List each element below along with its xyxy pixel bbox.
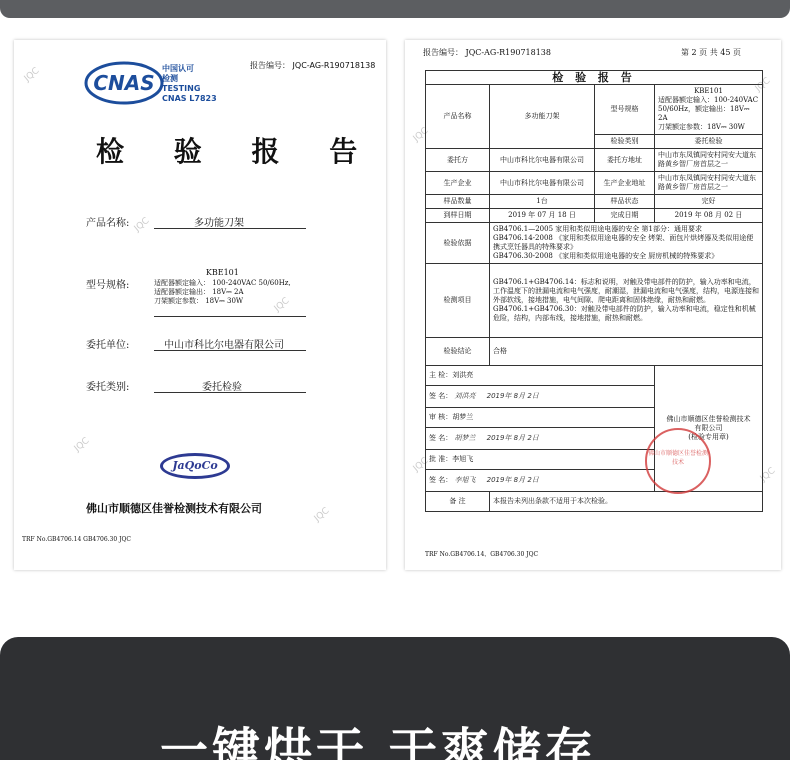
model-line: KBE101 xyxy=(694,87,723,95)
report-inner-page xyxy=(405,40,781,570)
report-number: 报告编号： JQC-AG-R190718138 xyxy=(250,61,376,70)
lab-name: 佛山市顺德区佳誉检测技术有限公司 xyxy=(86,502,262,515)
cell-label: 产品名称 xyxy=(426,85,490,149)
cell-label: 生产企业地址 xyxy=(595,172,655,195)
cell-value: 中山市科比尔电器有限公司 xyxy=(490,172,595,195)
table-row xyxy=(426,195,763,209)
seal-text: 佛山市顺德区佳誉检测技术 xyxy=(647,450,708,466)
cell-label: 样品状态 xyxy=(595,195,655,209)
table-row xyxy=(426,172,763,195)
report-number: 报告编号： JQC-AG-R190718138 xyxy=(423,48,551,57)
cell-label: 委托方 xyxy=(426,149,490,172)
lab-seal-logo: JaQoCo xyxy=(160,453,230,479)
official-seal xyxy=(645,428,711,494)
signature-cell xyxy=(426,450,655,470)
sig-label: 审 核： xyxy=(429,413,453,421)
cell-value: 多功能刀架 xyxy=(490,85,595,149)
basis-line: GB4706.30-2008 《家用和类似用途电器的安全 厨房机械的特殊要求》 xyxy=(493,252,719,260)
cell-value: 委托检验 xyxy=(655,135,763,149)
client-value: 中山市科比尔电器有限公司 xyxy=(164,340,284,351)
basis-cell xyxy=(490,223,763,264)
promo-slogan: 一键烘干 干爽储存 xyxy=(160,723,597,779)
cnas-line: TESTING xyxy=(162,84,201,93)
sig-date: 2019年 8月 2日 xyxy=(486,476,539,484)
cell-value: 完好 xyxy=(655,195,763,209)
watermark: JQC xyxy=(132,216,152,234)
sig-label: 批 准： xyxy=(429,455,453,463)
cell-value: 中山市东凤镇同安村同安大道东路黄乡智厂房首层之一 xyxy=(655,172,763,195)
table-row xyxy=(426,264,763,338)
spec-line: 适配器额定输入： 100-240VAC 50/60Hz, xyxy=(154,279,291,287)
spec-line: 刀架额定参数： 18V⎓ 30W xyxy=(154,297,244,305)
cell-label: 生产企业 xyxy=(426,172,490,195)
cell-value: 中山市科比尔电器有限公司 xyxy=(490,149,595,172)
cnas-accreditation xyxy=(162,64,217,104)
cnas-mark: CNAS xyxy=(93,71,155,95)
model-line: 刀架额定参数：18V⎓ 30W xyxy=(658,123,745,131)
table-row xyxy=(426,85,763,135)
watermark: JQC xyxy=(72,436,92,454)
type-label: 委托类别: xyxy=(86,382,130,393)
signature-cell xyxy=(426,386,655,408)
cell-label: 到样日期 xyxy=(426,209,490,223)
top-bar xyxy=(0,0,790,18)
report-table xyxy=(425,70,763,512)
model-value: KBE101 xyxy=(205,268,239,277)
handwritten-signature: 刘洪亮 xyxy=(454,392,476,400)
watermark: JQC xyxy=(753,76,773,94)
spec-line: 适配器额定输出： 18V⎓ 2A xyxy=(154,288,244,296)
cell-label: 检验类别 xyxy=(595,135,655,149)
seal-line: 有限公司 xyxy=(694,424,723,432)
cell-value: 2019 年 07 月 18 日 xyxy=(490,209,595,223)
cell-label: 样品数量 xyxy=(426,195,490,209)
handwritten-signature: 李旭飞 xyxy=(454,476,476,484)
seal-line: 佛山市顺德区佳誉检测技术 xyxy=(666,415,751,423)
model-cell xyxy=(655,85,763,135)
watermark: JQC xyxy=(411,126,431,144)
table-row xyxy=(426,338,763,366)
model-label: 型号规格: xyxy=(86,280,130,291)
cell-label: 检测项目 xyxy=(426,264,490,338)
sig-date: 2019年 8月 2日 xyxy=(486,434,539,442)
trf-number: TRF No.GB4706.14、GB4706.30 JQC xyxy=(425,551,539,558)
sig-date: 2019年 8月 2日 xyxy=(486,392,539,400)
handwritten-signature: 胡梦兰 xyxy=(454,434,476,442)
cell-value: 1台 xyxy=(490,195,595,209)
product-value: 多功能刀架 xyxy=(194,218,244,229)
cnas-line: 检测 xyxy=(162,74,178,83)
cnas-line: CNAS L7823 xyxy=(162,94,217,103)
basis-line: GB4706.1—2005 家用和类似用途电器的安全 第1部分：通用要求 xyxy=(493,225,702,233)
report-title: 检 验 报 告 xyxy=(96,135,378,168)
spec-block xyxy=(154,268,291,306)
cell-value: 中山市东凤镇同安村同安大道东路黄乡智厂房首层之一 xyxy=(655,149,763,172)
table-title: 检 验 报 告 xyxy=(426,71,763,85)
cnas-line: 中国认可 xyxy=(162,64,194,73)
table-row xyxy=(426,209,763,223)
model-line: 适配器额定输入：100-240VAC xyxy=(658,96,759,104)
watermark: JQC xyxy=(272,296,292,314)
sig-name: 李旭飞 xyxy=(452,455,474,463)
divider xyxy=(154,228,306,229)
sig-label: 签 名： xyxy=(429,392,453,400)
cell-label: 检验依据 xyxy=(426,223,490,264)
cell-label: 备 注 xyxy=(426,492,490,512)
client-label: 委托单位: xyxy=(86,340,130,351)
divider xyxy=(154,392,306,393)
report-cover-page xyxy=(14,40,386,570)
table-row xyxy=(426,366,763,386)
signature-cell xyxy=(426,408,655,428)
signature-cell xyxy=(426,366,655,386)
watermark: JQC xyxy=(312,506,332,524)
type-value: 委托检验 xyxy=(202,382,242,393)
sig-label: 签 名： xyxy=(429,476,453,484)
divider xyxy=(154,316,306,317)
product-label: 产品名称: xyxy=(86,218,130,229)
sig-name: 刘洪亮 xyxy=(452,371,474,379)
cell-value: 2019 年 08 月 02 日 xyxy=(655,209,763,223)
divider xyxy=(154,350,306,351)
page-indicator: 第 2 页 共 45 页 xyxy=(681,48,741,57)
cell-label: 完成日期 xyxy=(595,209,655,223)
items-cell: GB4706.1+GB4706.14：标志和说明，对触及带电部件的防护，输入功率和电流，工作温度下的泄漏电流和电气强度，耐潮湿，泄漏电流和电气强度，结构，电源连接和外部软线，接地措施，电气间隙、爬电距离和固体绝缘，耐热和耐燃。GB4706.1+GB4706.30：对触及带电部件的防护，输入功率和电流，稳定性和机械危险，结构，内部布线，接地措施，耐热和耐燃。 xyxy=(490,264,763,338)
model-line: 50/60Hz，额定输出：18V⎓ 2A xyxy=(658,105,750,122)
seal-line: (检验专用章) xyxy=(688,433,729,441)
cell-label: 委托方地址 xyxy=(595,149,655,172)
table-row xyxy=(426,223,763,264)
trf-number: TRF No.GB4706.14 GB4706.30 JQC xyxy=(22,536,132,543)
sig-name: 胡梦兰 xyxy=(452,413,474,421)
cell-value: 合格 xyxy=(490,338,763,366)
table-row xyxy=(426,149,763,172)
cell-label: 型号规格 xyxy=(595,85,655,135)
cnas-logo xyxy=(84,60,164,106)
signature-cell xyxy=(426,428,655,450)
sig-label: 签 名： xyxy=(429,434,453,442)
cell-label: 检验结论 xyxy=(426,338,490,366)
sig-label: 主 检： xyxy=(429,371,453,379)
signature-cell xyxy=(426,470,655,492)
watermark: JQC xyxy=(22,66,42,84)
watermark: JQC xyxy=(758,466,778,484)
basis-line: GB4706.14-2008 《家用和类似用途电器的安全 烤架、面包片烘烤器及类似用途便携式烹饪器具的特殊要求》 xyxy=(493,234,754,251)
cell-value: 本报告未列出条款不适用于本次检验。 xyxy=(490,492,763,512)
watermark: JQC xyxy=(411,456,431,474)
table-row xyxy=(426,492,763,512)
